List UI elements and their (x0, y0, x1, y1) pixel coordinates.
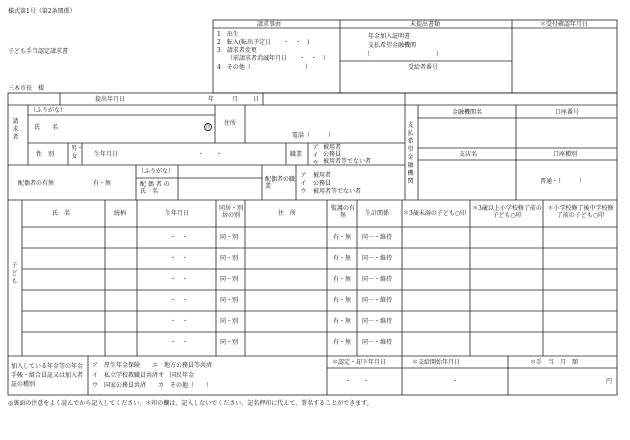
submit-day[interactable]: 日 (253, 96, 260, 103)
applicant-name-label: 氏 名 (34, 124, 59, 131)
child-col-3-to-elementary: ＊3歳以上小学校修了前の子ども○印 (472, 205, 542, 219)
certification-date-value[interactable]: ・ ・ (345, 378, 370, 385)
reason-header: 請求事由 (257, 21, 282, 28)
spouse-job-label: 配偶者の職業 (265, 176, 296, 190)
child-col-relation: 続柄 (114, 210, 127, 217)
child-col-birth: 生年月日 (165, 210, 190, 217)
account-number-label: 口座番号 (555, 109, 580, 116)
branch-label: 支店名 (459, 151, 478, 158)
child-livelihood-value[interactable]: 同一・維持 (362, 234, 393, 241)
yen-unit: 円 (606, 378, 613, 385)
gender-label: 性 別 (36, 151, 55, 158)
applicant-phone[interactable]: 電話（ ） (292, 132, 335, 139)
account-type-value[interactable]: 普通・（ ） (540, 178, 586, 185)
child-custody-value[interactable]: 有・無 (333, 234, 352, 241)
received-date-label: ＊受付確認年月日 (540, 21, 589, 28)
child-birth-value[interactable]: ・ ・ (170, 255, 189, 262)
child-living-value[interactable]: 同・別 (220, 234, 239, 241)
child-birth-value[interactable]: ・ ・ (170, 318, 189, 325)
child-custody-value[interactable]: 有・無 (333, 297, 352, 304)
child-custody-value[interactable]: 有・無 (333, 339, 352, 346)
child-livelihood-value[interactable]: 同一・維持 (362, 339, 393, 346)
addressee: 三木市長 様 (8, 85, 45, 92)
submit-year[interactable]: 年 (208, 96, 215, 103)
certification-date-label: ＊認定・却下年月日 (332, 359, 387, 366)
pension-opt-1[interactable]: ア 厚生年金保険 エ 地方公務員等共済 (92, 362, 213, 369)
bank-name-label: 金融機関名 (452, 109, 483, 116)
payment-start-label: ＊支給開始年月日 (412, 359, 461, 366)
child-col-name: 氏 名 (52, 210, 71, 217)
has-spouse-label: 配偶者の有無 (18, 180, 55, 187)
child-col-address: 住 所 (278, 210, 297, 217)
reason-3: 3 請求者変更 (217, 47, 257, 54)
has-spouse-options[interactable]: 有・無 (93, 180, 112, 187)
child-birth-value[interactable]: ・ ・ (170, 276, 189, 283)
recipient-number-label: 受給者番号 (408, 64, 439, 71)
child-livelihood-value[interactable]: 同一・維持 (362, 318, 393, 325)
child-livelihood-value[interactable]: 同一・維持 (362, 276, 393, 283)
child-living-value[interactable]: 同・別 (220, 276, 239, 283)
seal-mark: 印 (206, 124, 210, 129)
applicant-section-label: 請求者 (12, 118, 19, 141)
form-number: 様式第1号（第2条関係） (8, 8, 76, 15)
child-col-after-elementary: ＊小学校修了後中学校修了前の子ども○印 (547, 205, 614, 219)
applicant-job-label: 職業 (290, 151, 303, 158)
applicant-birth-value[interactable]: ・ ・ (198, 151, 223, 158)
applicant-job-opt-3[interactable]: 被用者等でない者 (323, 158, 372, 165)
spouse-job-letters: ア イ ウ (300, 172, 313, 195)
spouse-furigana-label: （ふりがな） (138, 168, 175, 175)
child-birth-value[interactable]: ・ ・ (170, 234, 189, 241)
child-living-value[interactable]: 同・別 (220, 255, 239, 262)
reason-1: 1 出生 (217, 31, 239, 38)
unsubmitted-item-2: 支払希望金融機関 (368, 42, 417, 49)
child-living-value[interactable]: 同・別 (220, 339, 239, 346)
children-section-label: 子ども (11, 262, 18, 285)
monthly-amount-label: ＊手 当 月 額 (530, 359, 579, 366)
child-custody-value[interactable]: 有・無 (333, 318, 352, 325)
child-living-value[interactable]: 同・別 (220, 297, 239, 304)
child-col-under3: ＊3歳未満の子ども○印 (403, 210, 467, 217)
unsubmitted-item-3[interactable]: （ ） (364, 51, 443, 58)
child-birth-value[interactable]: ・ ・ (170, 339, 189, 346)
bank-section-label: 支払希望金融機関 (407, 122, 414, 185)
applicant-job-opt-1[interactable]: 被用者 (323, 144, 342, 151)
pension-opt-2[interactable]: イ 私立学校教職員共済オ 国民年金 (92, 372, 195, 379)
gender-options[interactable]: 男・女 (71, 145, 84, 160)
child-livelihood-value[interactable]: 同一・維持 (362, 297, 393, 304)
spouse-job-opt-1[interactable]: 被用者 (313, 172, 332, 179)
unsubmitted-header: 未提出書類 (410, 21, 441, 28)
applicant-furigana-label: （ふりがな） (30, 107, 67, 114)
child-birth-value[interactable]: ・ ・ (170, 297, 189, 304)
child-livelihood-value[interactable]: 同一・維持 (362, 255, 393, 262)
unsubmitted-item-1: 年金加入証明書 (368, 33, 411, 40)
child-custody-value[interactable]: 有・無 (333, 255, 352, 262)
reason-2[interactable]: 2 転入(転出予定日 ・ ・ ) (217, 39, 310, 46)
account-type-label: 口座種別 (553, 151, 578, 158)
child-living-value[interactable]: 同・別 (220, 318, 239, 325)
pension-opt-3[interactable]: ウ 国家公務員共済 カ その他（ ） (92, 382, 213, 389)
child-col-living: 同居・別居の別 (218, 205, 243, 219)
submit-month[interactable]: 月 (232, 96, 239, 103)
payment-start-value[interactable]: ・ (452, 378, 459, 385)
applicant-job-letters: ア イ ウ (312, 144, 325, 167)
applicant-address-label: 住所 (224, 120, 237, 127)
pension-label: 加入している年金等の年金手帳・組合員証又は加入者証の種別 (11, 363, 84, 388)
child-custody-value[interactable]: 有・無 (333, 276, 352, 283)
page-title: 子ども手当認定請求書 (8, 48, 69, 55)
submit-date-label: 提出年月日 (95, 96, 126, 103)
applicant-birth-label: 生年月日 (94, 151, 119, 158)
applicant-job-opt-2[interactable]: 公務員 (323, 151, 342, 158)
spouse-job-opt-3[interactable]: 被用者等でない者 (313, 188, 362, 195)
reason-3-date[interactable]: （前請求者消滅年月日 ・ ・ ） (227, 55, 330, 62)
spouse-name-label: 配 偶 者 の 氏 名 (140, 181, 170, 195)
reason-4[interactable]: 4 その他（ ） (217, 64, 311, 71)
footer-note: ◎裏面の注意をよく読んでから記入してください。＊印の欄は、記入しないでください。記名押印に代えて、署名することができます。 (8, 400, 373, 407)
spouse-job-opt-2[interactable]: 公務員 (313, 180, 332, 187)
child-col-livelihood: 生計関係 (365, 210, 390, 217)
child-col-custody: 監護の有無 (331, 205, 356, 219)
